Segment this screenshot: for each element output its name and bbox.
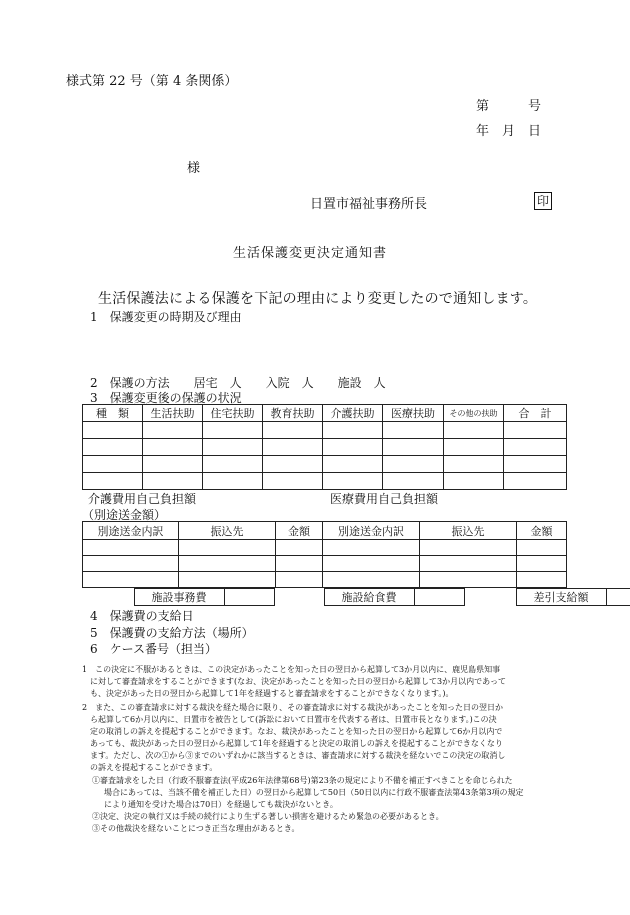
header-amount-2: 金額 bbox=[517, 522, 567, 540]
form-id: 様式第 22 号（第 4 条関係） bbox=[66, 74, 238, 89]
remit-header-row bbox=[83, 522, 567, 540]
condition-2: ②決定、決定の執行又は手続の続行により生ずる著しい損害を避けるため緊急の必要があるとき。 bbox=[92, 812, 444, 821]
header-housing: 住宅扶助 bbox=[203, 405, 263, 422]
remit-row bbox=[83, 540, 567, 556]
remittance-footer-table bbox=[82, 588, 630, 606]
issue-date: 年 月 日 bbox=[476, 124, 542, 139]
lead-text: 生活保護法による保護を下記の理由により変更したので通知します。 bbox=[98, 291, 538, 307]
facility-meal-fee-label: 施設給食費 bbox=[324, 589, 414, 606]
recipient-suffix: 様 bbox=[187, 161, 201, 176]
net-payment-label: 差引支給額 bbox=[516, 589, 606, 606]
header-medical: 医療扶助 bbox=[383, 405, 444, 422]
condition-1-line: ①審査請求をした日（行政不服審査法(平成26年法律第68号)第23条の規定により不備を補正すべきことを命じられた bbox=[92, 776, 513, 785]
status-row bbox=[83, 456, 567, 473]
header-payee: 振込先 bbox=[179, 522, 276, 540]
remit-row bbox=[83, 572, 567, 588]
seal-mark: 印 bbox=[534, 192, 552, 210]
status-row bbox=[83, 473, 567, 490]
note-2-line: ます。ただし、次の①から③までのいずれかに該当するときは、審査請求に対する裁決を経ないでこの決定の取消し bbox=[90, 751, 506, 760]
item-1-reason: 1 保護変更の時期及び理由 bbox=[90, 310, 242, 324]
sender-name: 日置市福祉事務所長 bbox=[310, 197, 428, 212]
header-payee-2: 振込先 bbox=[420, 522, 517, 540]
note-1-line: 1 この決定に不服があるときは、この決定があったことを知った日の翌日から起算して3か月以内に、鹿児島県知事 bbox=[82, 665, 501, 674]
header-type: 種 類 bbox=[83, 405, 143, 422]
status-row bbox=[83, 422, 567, 439]
item-3-status: 3 保護変更後の保護の状況 bbox=[90, 391, 242, 405]
document-number: 第 号 bbox=[476, 99, 542, 114]
note-2-line: あっても、裁決があった日の翌日から起算して1年を経過すると決定の取消しの訴えを提起することができなくなり bbox=[90, 739, 503, 748]
item-4-payment-date: 4 保護費の支給日 bbox=[90, 609, 194, 623]
note-2-line: 2 また、この審査請求に対する裁決を経た場合に限り、その審査請求に対する裁決があったことを知った日の翌日か bbox=[82, 703, 504, 712]
item-2-method: 2 保護の方法 居宅 人 入院 人 施設 人 bbox=[90, 376, 386, 390]
header-living: 生活扶助 bbox=[143, 405, 203, 422]
condition-3: ③その他裁決を経ないことにつき正当な理由があるとき。 bbox=[92, 824, 300, 833]
item-6-case-number: 6 ケース番号（担当） bbox=[90, 642, 218, 656]
header-other: その他の扶助 bbox=[444, 405, 504, 422]
status-row bbox=[83, 439, 567, 456]
condition-1-line: 場合にあっては、当該不備を補正した日）の翌日から起算して50日（50日以内に行政不服審査法第43条第3項の規定 bbox=[104, 788, 524, 797]
facility-office-fee-label: 施設事務費 bbox=[134, 589, 224, 606]
separate-remittance-label: （別途送金額） bbox=[82, 508, 167, 522]
header-care: 介護扶助 bbox=[323, 405, 383, 422]
header-education: 教育扶助 bbox=[263, 405, 323, 422]
remit-footer-row bbox=[82, 589, 630, 606]
document-title: 生活保護変更決定通知書 bbox=[233, 246, 388, 261]
note-2-line: ら起算して6か月以内に、日置市を被告として(訴訟において日置市を代表する者は、日置市長となります。)この決 bbox=[90, 715, 497, 724]
status-header-row bbox=[83, 405, 567, 422]
note-2-line: 定の取消しの訴えを提起することができます。なお、裁決があったことを知った日の翌日から起算して6か月以内で bbox=[90, 727, 503, 736]
item-5-payment-method: 5 保護費の支給方法（場所） bbox=[90, 626, 254, 640]
remittance-table bbox=[82, 521, 567, 588]
remit-row bbox=[83, 556, 567, 572]
note-1-line: も、決定があった日の翌日から起算して1年を経過すると審査請求をすることができなくなります。)。 bbox=[90, 689, 454, 698]
note-1-line: に対して審査請求をすることができます(なお、決定があったことを知った日の翌日から起算して3か月以内であって bbox=[90, 677, 507, 686]
care-fee-label: 介護費用自己負担額 bbox=[88, 492, 197, 506]
condition-1-line: により通知を受けた場合は70日）を経過しても裁決がないとき。 bbox=[104, 800, 338, 809]
note-2-line: の訴えを提起することができます。 bbox=[90, 763, 218, 772]
header-amount: 金額 bbox=[276, 522, 323, 540]
status-table bbox=[82, 404, 567, 490]
header-total: 合 計 bbox=[504, 405, 567, 422]
medical-fee-label: 医療費用自己負担額 bbox=[330, 492, 439, 506]
header-breakdown: 別途送金内訳 bbox=[83, 522, 179, 540]
header-breakdown-2: 別途送金内訳 bbox=[323, 522, 420, 540]
